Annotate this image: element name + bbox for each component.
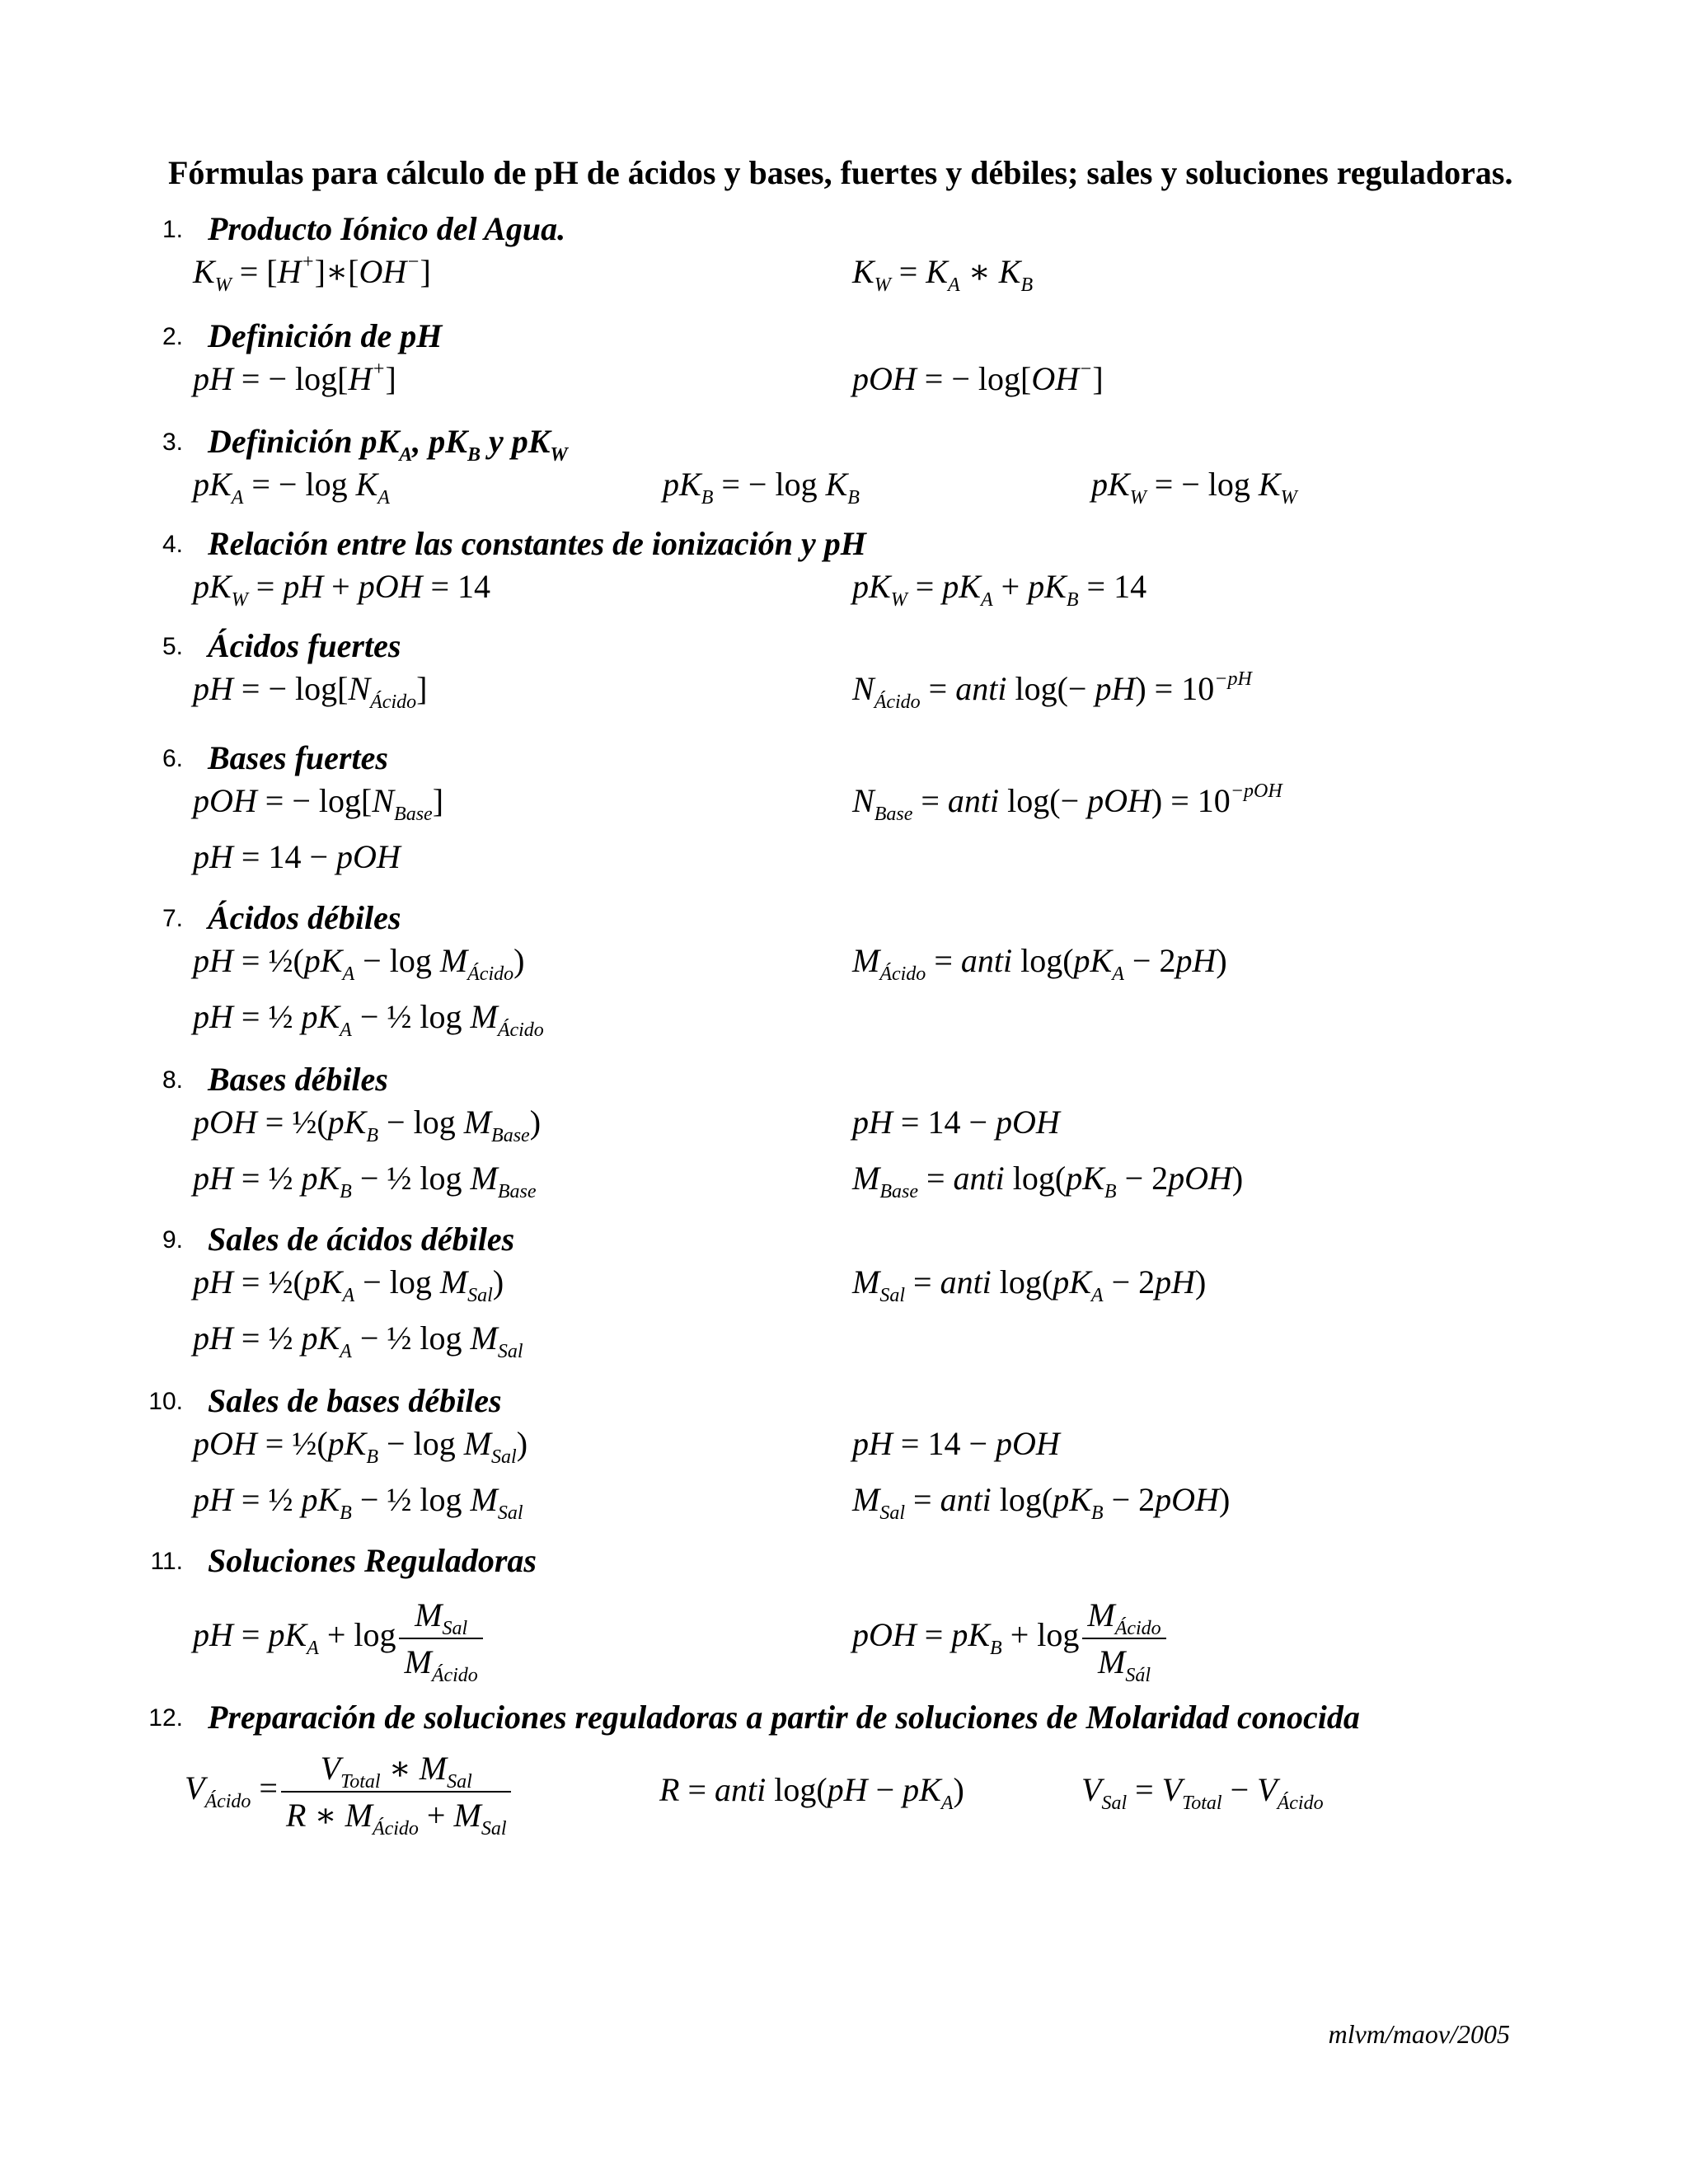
formula: pOH = $pK_B + \log$ $\frac{M_{Ácido}}{M_{Sál}}$ (852, 1596, 1170, 1681)
section-number: 1. (162, 216, 183, 243)
formula: $K_W$ = [H+]∗[OH−] (193, 251, 431, 296)
formula: pOH = − log[OH−] (852, 359, 1104, 397)
formula: $M_{Ácido}$ = anti $\log(pK_A - 2pH)$ (852, 942, 1227, 985)
section-1 (124, 209, 1574, 308)
section-12 (124, 1698, 1574, 1856)
formula: pH = − $\log[N_{Ácido}]$ (193, 670, 428, 713)
formula: $pK_W = pK_A + pK_B = 14$ (852, 568, 1147, 611)
formula: pOH = $\frac{1}{2}(pK_B - \log M_{Base})$ (193, 1104, 542, 1146)
formula: pH = 14 − pOH (852, 1104, 1060, 1141)
formula: pOH = − $\log[N_{Base}]$ (193, 782, 444, 825)
document-title: Fórmulas para cálculo de pH de ácidos y bases, fuertes y débiles; sales y soluciones reguladoras. (168, 154, 1513, 191)
formula: $M_{Sal}$ = anti $\log(pK_A - 2pH)$ (852, 1263, 1207, 1306)
section-number: 8. (162, 1066, 183, 1094)
formula: pH = ½ $pK_B$ − ½ $\log M_{Sal}$ (193, 1481, 523, 1524)
section-title: Preparación de soluciones reguladoras a partir de soluciones de Molaridad conocida (208, 1699, 1360, 1736)
section-title: Sales de ácidos débiles (208, 1221, 515, 1258)
formula: $V_{Ácido}$ = $\frac{V_{Total} ∗ M_{Sal}}{R ∗ M_{Ácido} + M_{Sal}}$ (185, 1749, 514, 1835)
section-8 (124, 1060, 1574, 1215)
formula: $pK_A$ = − $\log K_A$ (193, 466, 390, 509)
section-title: Definición $pK_A$, $pK_B$ y $pK_W$ (208, 423, 568, 466)
formula: pH = ½ $pK_A$ − ½ $\log M_{Sal}$ (193, 1319, 523, 1362)
section-number: 11. (150, 1548, 183, 1575)
section-number: 6. (162, 745, 183, 772)
formula: $pK_W$ = pH + pOH = 14 (193, 568, 491, 611)
section-number: 10. (148, 1388, 183, 1415)
formula: $N_{Base}$ = anti $\log(- pOH) = 10^{-pOH}$ (852, 780, 1282, 825)
section-6 (124, 738, 1574, 893)
section-10 (124, 1381, 1574, 1536)
formula: pOH = $\frac{1}{2}(pK_B - \log M_{Sal})$ (193, 1425, 528, 1468)
section-number: 4. (162, 531, 183, 558)
formula: pH = $\frac{1}{2}(pK_A - \log M_{Ácido})$ (193, 942, 525, 985)
section-title: Relación entre las constantes de ionización y pH (208, 525, 866, 562)
section-3 (124, 422, 1574, 521)
formula: $K_W = K_A$ ∗ $K_B$ (852, 253, 1034, 296)
section-title: Sales de bases débiles (208, 1382, 502, 1419)
section-title: Soluciones Reguladoras (208, 1542, 537, 1579)
section-number: 2. (162, 323, 183, 350)
formula: $M_{Sal}$ = anti $\log(pK_B - 2pOH)$ (852, 1481, 1231, 1524)
formula: $M_{Base}$ = anti $\log(pK_B - 2pOH)$ (852, 1160, 1244, 1202)
formula: pH = 14 − pOH (852, 1425, 1060, 1462)
section-title: Ácidos débiles (208, 899, 401, 936)
formula: pH = ½ $pK_B$ − ½ $\log M_{Base}$ (193, 1160, 537, 1202)
formula: pH = $pK_A + \log$ $\frac{M_{Sal}}{M_{Ácido}}$ (193, 1596, 486, 1681)
formula: pH = $\frac{1}{2}(pK_A - \log M_{Sal})$ (193, 1263, 504, 1306)
formula: pH = ½ $pK_A$ − ½ $\log M_{Ácido}$ (193, 998, 544, 1041)
section-title: Ácidos fuertes (208, 627, 401, 664)
footer-signature: mlvm/maov/2005 (1328, 2019, 1510, 2049)
formula: pH = − log[H+] (193, 359, 396, 397)
formula: $pK_B$ = − $\log K_B$ (663, 466, 860, 509)
section-title: Definición de pH (208, 317, 443, 354)
formula: $pK_W$ = − $\log K_W$ (1091, 466, 1297, 509)
section-number: 9. (162, 1226, 183, 1254)
section-title: Producto Iónico del Agua. (208, 210, 566, 247)
section-2 (124, 316, 1574, 415)
section-number: 12. (148, 1704, 183, 1732)
formula: $N_{Ácido}$ = anti $\log(- pH) = 10^{-pH}$ (852, 668, 1252, 713)
section-title: Bases débiles (208, 1061, 388, 1098)
formula: pH = 14 − pOH (193, 838, 401, 875)
section-number: 5. (162, 633, 183, 660)
section-7 (124, 898, 1574, 1053)
section-4 (124, 524, 1574, 623)
section-5 (124, 626, 1574, 725)
section-9 (124, 1220, 1574, 1375)
formula: R = anti $\log(pH - pK_A)$ (659, 1771, 964, 1814)
formula: $V_{Sal} = V_{Total} - V_{Ácido}$ (1081, 1771, 1324, 1814)
section-11 (124, 1541, 1574, 1699)
section-number: 7. (162, 905, 183, 932)
section-title: Bases fuertes (208, 739, 388, 776)
section-number: 3. (162, 429, 183, 456)
